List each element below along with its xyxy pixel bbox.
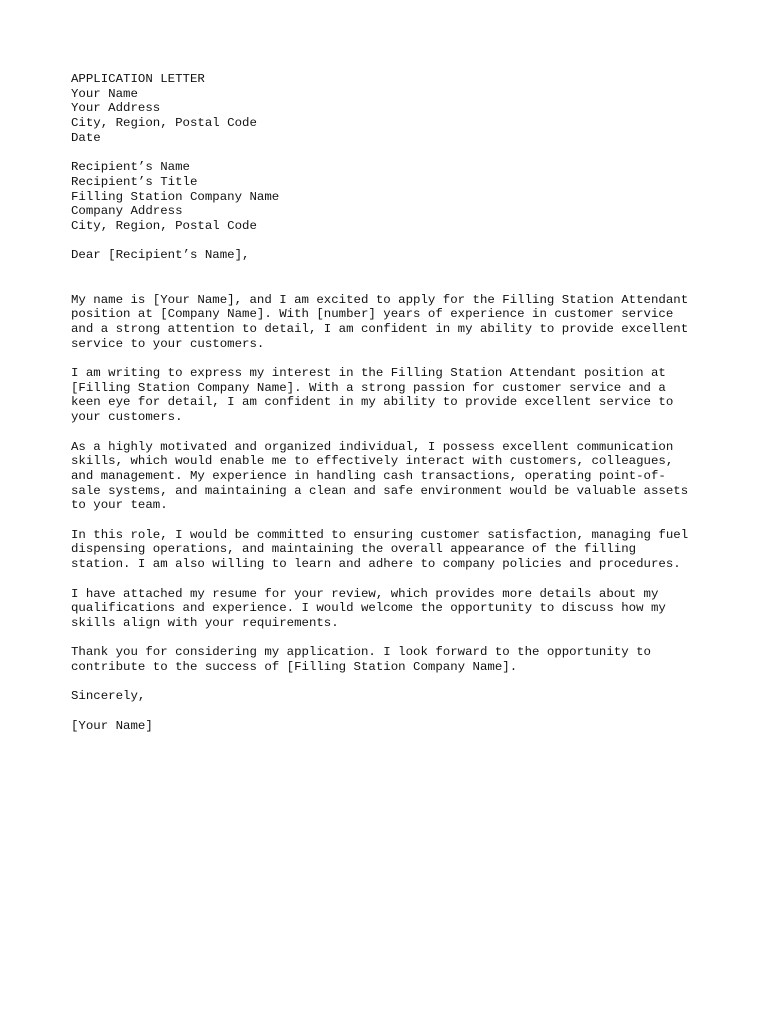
paragraph-line: contribute to the success of [Filling Station Company Name].	[71, 660, 518, 674]
letter-title: APPLICATION LETTER	[71, 72, 205, 86]
paragraph-line: In this role, I would be committed to ensuring customer satisfaction, managing fuel	[71, 527, 689, 542]
paragraph-line: service to your customers.	[71, 336, 265, 351]
recipient-address: Company Address	[71, 204, 183, 219]
paragraph-line: position at [Company Name]. With [number] years of experience in customer service	[71, 307, 674, 322]
recipient-title: Recipient’s Title	[71, 174, 198, 189]
spacer	[71, 234, 711, 249]
spacer	[71, 704, 711, 719]
paragraph-line: [Filling Station Company Name]. With a strong passion for customer service and a	[71, 380, 666, 395]
paragraph-line: and a strong attention to detail, I am confident in my ability to provide excellent	[71, 321, 689, 336]
body-paragraph-3	[71, 440, 711, 514]
body-paragraph-4	[71, 528, 711, 572]
spacer	[71, 675, 711, 690]
recipient-name: Recipient’s Name	[71, 160, 190, 175]
salutation: Dear [Recipient’s Name],	[71, 248, 250, 263]
spacer	[71, 513, 711, 528]
spacer	[71, 572, 711, 587]
body-paragraph-5	[71, 587, 711, 631]
paragraph-line: skills align with your requirements.	[71, 615, 339, 630]
body-paragraph-2	[71, 366, 711, 425]
sender-name: Your Name	[71, 86, 138, 101]
paragraph-line: keen eye for detail, I am confident in my ability to provide excellent service to	[71, 395, 674, 410]
letter-date: Date	[71, 130, 101, 145]
recipient-company: Filling Station Company Name	[71, 189, 280, 204]
recipient-city-line: City, Region, Postal Code	[71, 219, 257, 234]
paragraph-line: qualifications and experience. I would welcome the opportunity to discuss how my	[71, 601, 666, 616]
sender-block	[71, 72, 711, 146]
recipient-block	[71, 160, 711, 234]
paragraph-line: station. I am also willing to learn and adhere to company policies and procedures.	[71, 557, 681, 572]
spacer	[71, 631, 711, 646]
paragraph-line: sale systems, and maintaining a clean and safe environment would be valuable assets	[71, 483, 689, 498]
closing: Sincerely,	[71, 689, 146, 704]
paragraph-line: and management. My experience in handling cash transactions, operating point-of-	[71, 468, 666, 483]
paragraph-line: I have attached my resume for your review, which provides more details about my	[71, 586, 659, 601]
spacer	[71, 425, 711, 440]
paragraph-line: to your team.	[71, 498, 168, 513]
sender-city-line: City, Region, Postal Code	[71, 116, 257, 131]
paragraph-line: My name is [Your Name], and I am excited to apply for the Filling Station Attendant	[71, 292, 689, 307]
letter-page	[71, 72, 711, 733]
spacer	[71, 146, 711, 161]
paragraph-line: your customers.	[71, 410, 183, 425]
paragraph-line: As a highly motivated and organized individual, I possess excellent communication	[71, 439, 674, 454]
body-paragraph-6	[71, 645, 711, 674]
paragraph-line: I am writing to express my interest in the Filling Station Attendant position at	[71, 366, 666, 380]
signature: [Your Name]	[71, 718, 153, 733]
spacer	[71, 263, 711, 292]
paragraph-line: Thank you for considering my application. I look forward to the opportunity to	[71, 645, 651, 660]
spacer	[71, 351, 711, 366]
paragraph-line: dispensing operations, and maintaining the overall appearance of the filling	[71, 542, 637, 557]
body-paragraph-1	[71, 293, 711, 352]
paragraph-line: skills, which would enable me to effectively interact with customers, colleagues,	[71, 454, 674, 469]
sender-address: Your Address	[71, 101, 161, 116]
